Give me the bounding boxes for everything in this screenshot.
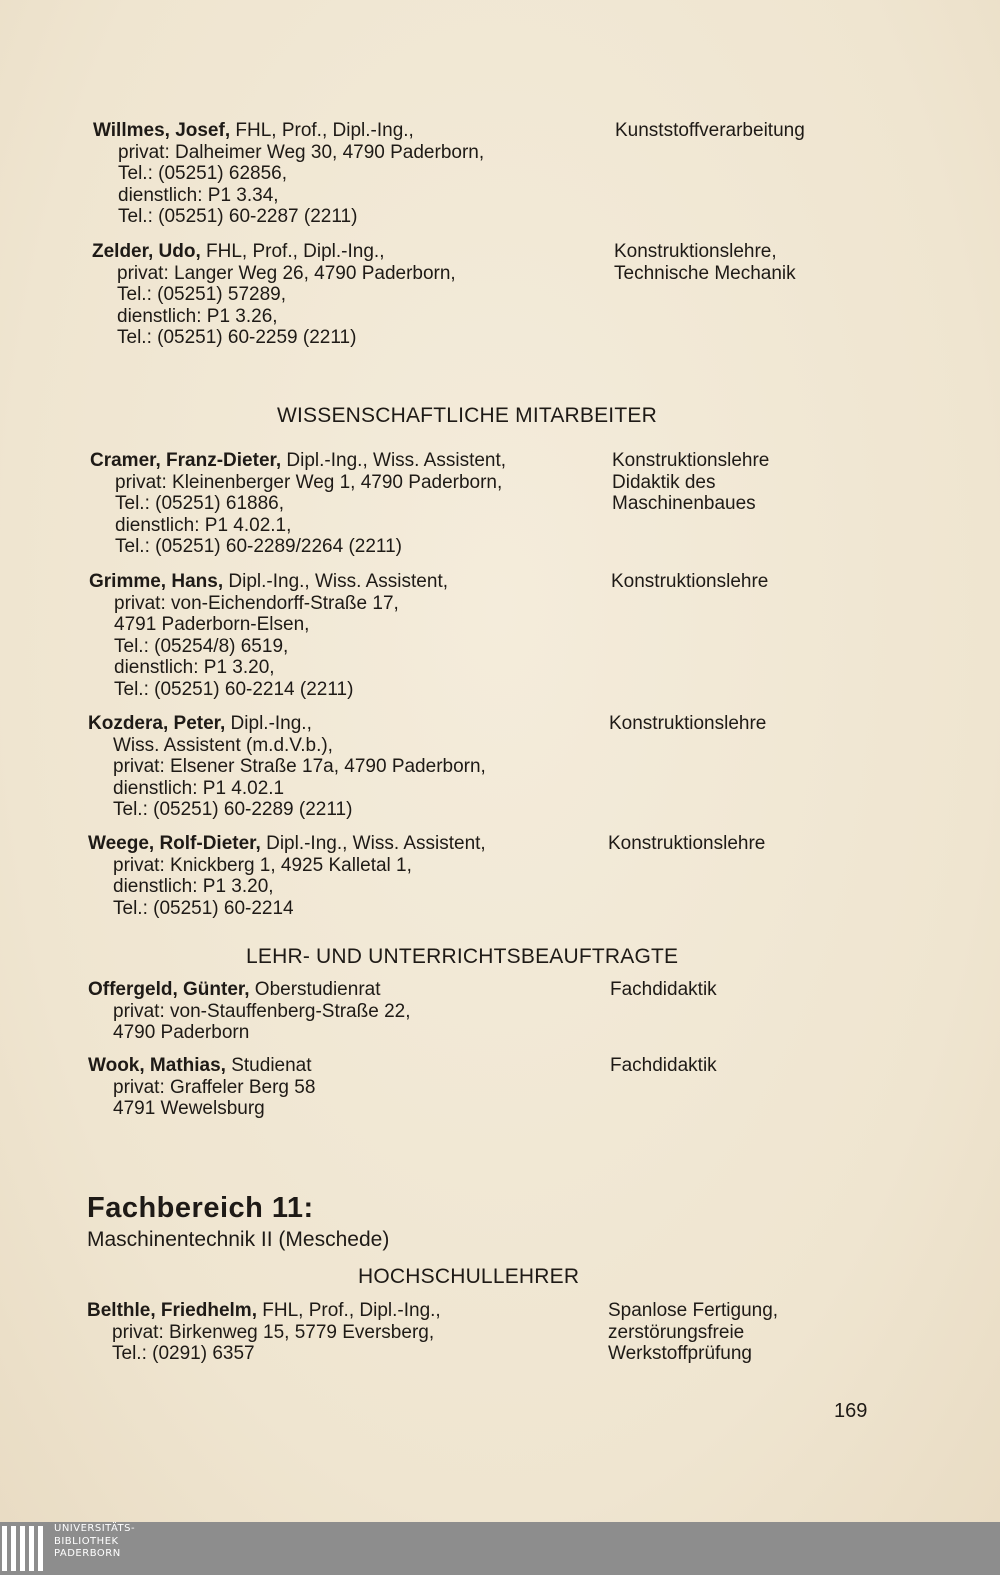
address-line: dienstlich: P1 4.02.1, bbox=[115, 514, 292, 536]
entry-address bbox=[90, 450, 590, 558]
subject-line: Konstruktionslehre bbox=[608, 833, 766, 854]
person-title: FHL, Prof., Dipl.-Ing., bbox=[200, 241, 385, 262]
library-logo-line: PADERBORN bbox=[54, 1548, 121, 1559]
entry-subjects bbox=[611, 571, 871, 593]
entry-subjects bbox=[610, 1055, 870, 1077]
person-name: Zelder, Udo, bbox=[92, 241, 201, 262]
address-line: privat: Kleinenberger Weg 1, 4790 Paderborn, bbox=[115, 471, 503, 493]
address-line: privat: von-Stauffenberg-Straße 22, bbox=[113, 1000, 411, 1022]
address-line: privat: von-Eichendorff-Straße 17, bbox=[114, 592, 399, 614]
address-line: 4791 Paderborn-Elsen, bbox=[114, 614, 310, 636]
address-line: 4790 Paderborn bbox=[113, 1022, 250, 1044]
subject-line: Konstruktionslehre bbox=[609, 713, 767, 734]
fachbereich-subtitle: Maschinentechnik II (Meschede) bbox=[87, 1228, 390, 1251]
subject-line: Konstruktionslehre, bbox=[614, 241, 777, 262]
subject-line: Maschinenbaues bbox=[612, 493, 756, 515]
address-line: Tel.: (05251) 60-2259 (2211) bbox=[117, 327, 357, 349]
address-line: Tel.: (05251) 61886, bbox=[115, 493, 285, 515]
subject-line: Kunststoffverarbeitung bbox=[615, 120, 805, 141]
entry-subjects bbox=[614, 241, 874, 284]
address-line: privat: Birkenweg 15, 5779 Eversberg, bbox=[112, 1321, 435, 1343]
address-line: 4791 Wewelsburg bbox=[113, 1098, 265, 1120]
person-title: FHL, Prof., Dipl.-Ing., bbox=[230, 120, 414, 141]
address-line: dienstlich: P1 3.34, bbox=[118, 184, 279, 206]
person-name: Grimme, Hans, bbox=[89, 571, 224, 592]
person-name: Cramer, Franz-Dieter, bbox=[90, 450, 282, 471]
person-name: Belthle, Friedhelm, bbox=[87, 1300, 257, 1321]
person-name: Willmes, Josef, bbox=[93, 120, 231, 141]
address-line: Tel.: (05251) 60-2289/2264 (2211) bbox=[115, 536, 402, 558]
subject-line: Konstruktionslehre bbox=[611, 571, 769, 592]
entry-subjects bbox=[612, 450, 872, 515]
address-line: Tel.: (05251) 60-2214 (2211) bbox=[114, 678, 354, 700]
entry-subjects bbox=[609, 713, 869, 735]
entry-subjects bbox=[610, 979, 870, 1001]
entry-subjects bbox=[608, 833, 868, 855]
address-line: Tel.: (05251) 57289, bbox=[117, 284, 287, 306]
section-heading-lehrbeauftragte: LEHR- UND UNTERRICHTSBEAUFTRAGTE bbox=[246, 945, 679, 968]
address-line: dienstlich: P1 4.02.1 bbox=[113, 777, 285, 799]
entry-subjects bbox=[608, 1300, 868, 1365]
library-logo-line: BIBLIOTHEK bbox=[54, 1535, 119, 1547]
person-title: FHL, Prof., Dipl.-Ing., bbox=[256, 1300, 441, 1321]
address-line: Tel.: (05251) 62856, bbox=[118, 163, 288, 185]
address-line: Tel.: (0291) 6357 bbox=[112, 1343, 255, 1365]
address-line: dienstlich: P1 3.26, bbox=[117, 305, 278, 327]
subject-line: Didaktik des bbox=[612, 471, 716, 493]
address-line: privat: Elsener Straße 17a, 4790 Paderborn, bbox=[113, 756, 486, 778]
address-line: dienstlich: P1 3.20, bbox=[114, 657, 275, 679]
address-line: privat: Dalheimer Weg 30, 4790 Paderborn, bbox=[118, 141, 485, 163]
address-line: Tel.: (05251) 60-2214 bbox=[113, 897, 294, 919]
address-line: privat: Graffeler Berg 58 bbox=[113, 1076, 316, 1098]
library-logo-line: UNIVERSITÄTS- bbox=[54, 1523, 136, 1534]
person-name: Offergeld, Günter, bbox=[88, 979, 250, 1000]
fachbereich-title: Fachbereich 11: bbox=[87, 1192, 314, 1224]
library-footer-bar bbox=[0, 1522, 1000, 1575]
entry-address bbox=[89, 571, 589, 701]
entry-address bbox=[87, 1300, 587, 1365]
entry-address bbox=[92, 241, 592, 349]
address-line: privat: Langer Weg 26, 4790 Paderborn, bbox=[117, 262, 456, 284]
subject-line: Fachdidaktik bbox=[610, 1055, 717, 1076]
address-line: Tel.: (05254/8) 6519, bbox=[114, 635, 289, 657]
subject-line: Fachdidaktik bbox=[610, 979, 717, 1000]
address-line: Tel.: (05251) 60-2287 (2211) bbox=[118, 206, 358, 228]
address-line: Wiss. Assistent (m.d.V.b.), bbox=[113, 734, 333, 756]
person-title: Studienat bbox=[225, 1055, 312, 1076]
subject-line: Spanlose Fertigung, bbox=[608, 1300, 779, 1321]
person-name: Weege, Rolf-Dieter, bbox=[88, 833, 261, 854]
library-barcode-logo-icon bbox=[2, 1526, 48, 1571]
person-title: Oberstudienrat bbox=[249, 979, 381, 1000]
address-line: Tel.: (05251) 60-2289 (2211) bbox=[113, 799, 353, 821]
entry-address bbox=[88, 1055, 588, 1120]
address-line: privat: Knickberg 1, 4925 Kalletal 1, bbox=[113, 854, 412, 876]
subject-line: Konstruktionslehre bbox=[612, 450, 770, 471]
person-title: Dipl.-Ing., Wiss. Assistent, bbox=[223, 571, 449, 592]
subject-line: Technische Mechanik bbox=[614, 262, 796, 284]
entry-address bbox=[88, 833, 588, 919]
entry-address bbox=[93, 120, 593, 228]
subject-line: Werkstoffprüfung bbox=[608, 1343, 752, 1365]
person-title: Dipl.-Ing., bbox=[225, 713, 312, 734]
person-name: Wook, Mathias, bbox=[88, 1055, 226, 1076]
section-heading-wissenschaftliche-mitarbeiter: WISSENSCHAFTLICHE MITARBEITER bbox=[277, 404, 657, 427]
entry-address bbox=[88, 713, 588, 821]
library-logo-text bbox=[54, 1523, 135, 1561]
address-line: dienstlich: P1 3.20, bbox=[113, 876, 274, 898]
person-title: Dipl.-Ing., Wiss. Assistent, bbox=[260, 833, 486, 854]
subject-line: zerstörungsfreie bbox=[608, 1321, 745, 1343]
entry-address bbox=[88, 979, 588, 1044]
person-name: Kozdera, Peter, bbox=[88, 713, 226, 734]
entry-subjects bbox=[615, 120, 875, 142]
section-heading-hochschullehrer: HOCHSCHULLEHRER bbox=[358, 1265, 580, 1288]
page-number: 169 bbox=[834, 1400, 868, 1422]
person-title: Dipl.-Ing., Wiss. Assistent, bbox=[281, 450, 507, 471]
